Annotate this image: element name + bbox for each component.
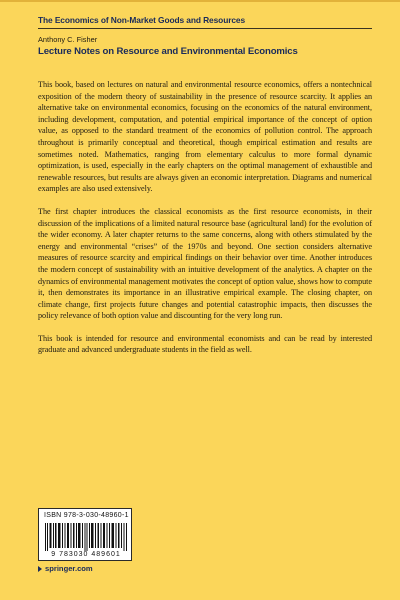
top-rule xyxy=(0,0,400,2)
series-divider xyxy=(38,28,372,29)
blurb-paragraph-2: The first chapter introduces the classical economists as the first resource economists, in their discussion of the implications of a limited natural resource base (agricultural land) for the evolution of the wider economy. A later chapter returns to the same concerns, along with others stimulated by the energy and environmental “crises” of the 1970s and beyond. One section considers alternative measures of resource scarcity and empirical findings on their behavior over time. Another introduces the modern concept of sustainability with an intuitive development of the analytics. A chapter on the dynamics of environmental management motivates the concept of option value, shows how to compute it, then demonstrates its importance in an illustrative empirical example. The closing chapter, on climate change, first projects future changes and potential catastrophic impacts, then discusses the policy relevance of both option value and discounting for the very long run. xyxy=(38,206,372,321)
book-title: Lecture Notes on Resource and Environmental Economics xyxy=(38,46,298,57)
blurb-paragraph-1: This book, based on lectures on natural and environmental resource economics, offers a nontechnical exposition of the modern theory of sustainability in the presence of resource scarcity. It applies an alternative take on environmental economics, focusing on the economics of the natural environment, including development, computation, and potential empirical importance of the concept of option value, as opposed to the standard treatment of the economics of pollution control. The approach throughout is primarily conceptual and theoretical, though empirical estimation and results are sometimes noted. Mathematics, ranging from elementary calculus to more formal dynamic optimization, is used, especially in the early chapters on the optimal management of exhaustible and renewable resources, but results are always given an economic interpretation. Diagrams and numerical examples are also used extensively. xyxy=(38,80,372,194)
barcode-bars xyxy=(45,523,127,551)
publisher-link[interactable] xyxy=(38,564,93,573)
isbn-label: ISBN 978-3-030-48960-1 xyxy=(44,512,129,519)
publisher-url: springer.com xyxy=(45,564,93,573)
barcode-box xyxy=(38,508,132,561)
blurb-paragraph-3: This book is intended for resource and environmental economists and can be read by interested graduate and advanced undergraduate students in the field as well. xyxy=(38,333,372,355)
author-name: Anthony C. Fisher xyxy=(38,35,98,44)
blurb xyxy=(38,79,372,367)
arrow-right-icon xyxy=(38,566,42,572)
series-title: The Economics of Non-Market Goods and Resources xyxy=(38,15,246,25)
barcode-digits: 9 783030 489601 xyxy=(51,551,121,558)
